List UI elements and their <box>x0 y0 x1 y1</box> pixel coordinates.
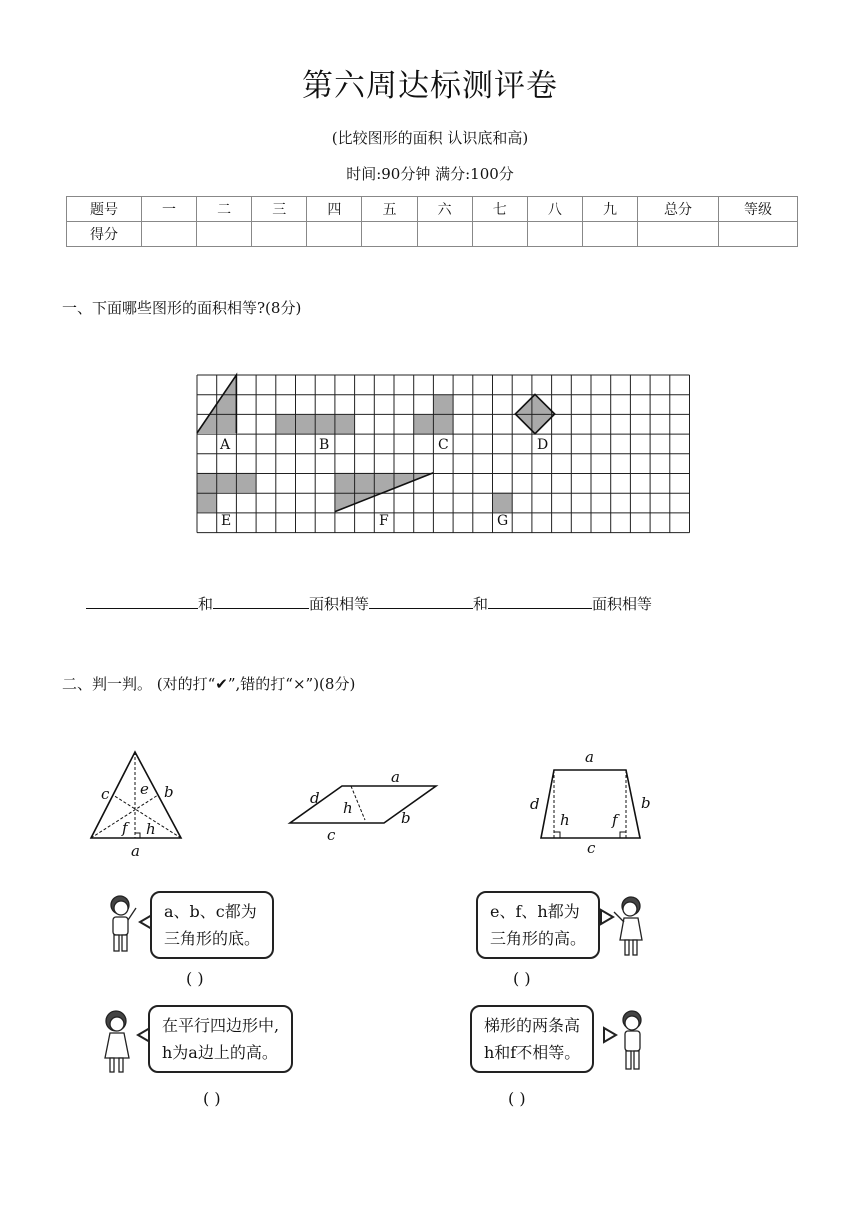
tri-label-h: h <box>146 820 156 838</box>
statement-bubble-1 <box>150 891 274 959</box>
para-label-h: h <box>343 799 353 817</box>
tri-label-b: b <box>164 783 174 801</box>
question-2-heading: 二、判一判。 (对的打“✔”,错的打“×”)(8分) <box>62 675 356 693</box>
trap-label-d: d <box>530 795 540 813</box>
statement-bubble-2 <box>476 891 600 959</box>
answer-parentheses[interactable]: ( ) <box>186 969 204 988</box>
label-b: B <box>319 437 330 453</box>
header-cell: 六 <box>417 197 472 222</box>
header-cell: 总分 <box>638 197 719 222</box>
statement-line: 三角形的高。 <box>490 929 587 948</box>
equal-text: 面积相等 <box>309 595 370 613</box>
trap-label-f: f <box>612 811 618 829</box>
answer-parentheses[interactable]: ( ) <box>513 969 531 988</box>
and-text: 和 <box>198 595 214 613</box>
boy-figure-1 <box>111 896 136 951</box>
statement-line: 在平行四边形中, <box>162 1016 280 1035</box>
statement-line: h和f不相等。 <box>484 1043 581 1062</box>
tri-label-a: a <box>131 842 140 860</box>
girl-figure-1 <box>614 897 642 955</box>
header-cell: 等级 <box>719 197 798 222</box>
header-cell: 一 <box>142 197 197 222</box>
header-cell: 题号 <box>67 197 142 222</box>
header-cell: 九 <box>582 197 637 222</box>
and-text: 和 <box>473 595 489 613</box>
girl-figure-2 <box>105 1011 129 1072</box>
label-g: G <box>497 513 509 529</box>
para-label-d: d <box>310 789 320 807</box>
row-label-cell: 得分 <box>67 222 142 247</box>
time-info: 时间:90分钟 满分:100分 <box>346 165 514 183</box>
statement-line: h为a边上的高。 <box>162 1043 278 1062</box>
statement-line: e、f、h都为 <box>490 902 580 921</box>
label-a: A <box>220 437 231 453</box>
equal-text: 面积相等 <box>592 595 653 613</box>
trap-label-c: c <box>587 839 596 857</box>
trapezoid-figure <box>541 770 640 838</box>
statement-bubble-3 <box>148 1005 293 1073</box>
para-label-c: c <box>327 826 336 844</box>
statement-line: 三角形的底。 <box>164 929 261 948</box>
header-cell: 八 <box>527 197 582 222</box>
header-cell: 四 <box>307 197 362 222</box>
statement-line: 梯形的两条高 <box>484 1016 581 1035</box>
boy-figure-2 <box>623 1011 641 1069</box>
para-label-a: a <box>391 768 400 786</box>
tri-label-f: f <box>122 819 128 837</box>
label-e: E <box>221 513 232 529</box>
para-label-b: b <box>401 809 411 827</box>
statement-bubble-4 <box>470 1005 594 1073</box>
trap-label-a: a <box>585 748 594 766</box>
answer-parentheses[interactable]: ( ) <box>508 1089 526 1108</box>
label-c: C <box>438 437 449 453</box>
label-d: D <box>537 437 549 453</box>
label-f: F <box>379 513 389 529</box>
answer-parentheses[interactable]: ( ) <box>203 1089 221 1108</box>
page-title: 第六周达标测评卷 <box>302 68 558 104</box>
question-1-heading: 一、下面哪些图形的面积相等?(8分) <box>62 299 302 317</box>
statement-line: a、b、c都为 <box>164 902 257 921</box>
trap-label-b: b <box>641 794 651 812</box>
page-subtitle: (比较图形的面积 认识底和高) <box>331 129 529 147</box>
trap-label-h: h <box>560 811 570 829</box>
header-cell: 二 <box>197 197 252 222</box>
header-cell: 七 <box>472 197 527 222</box>
tri-label-c: c <box>101 785 110 803</box>
header-cell: 五 <box>362 197 417 222</box>
tri-label-e: e <box>140 780 149 798</box>
header-cell: 三 <box>252 197 307 222</box>
